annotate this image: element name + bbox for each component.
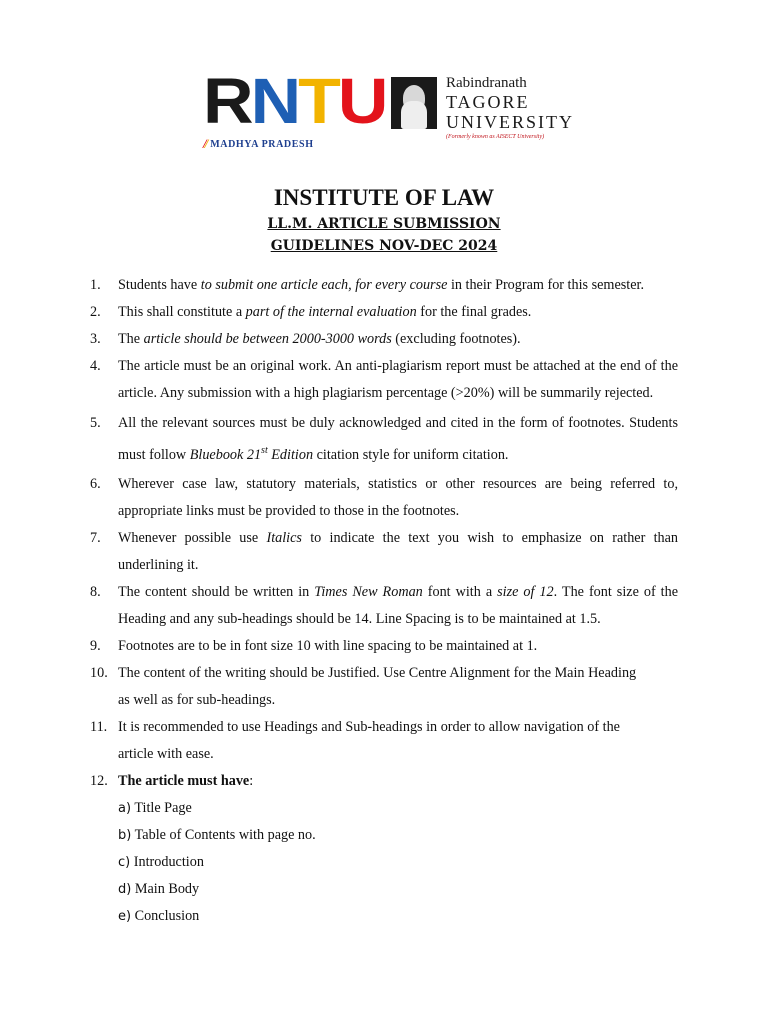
rntu-wordmark [203,64,386,137]
page-subtitle-line-2: GUIDELINES NOV-DEC 2024 [270,238,498,254]
guideline-item [90,768,678,795]
section-label: Title Page [134,800,192,816]
guideline-item [90,272,678,299]
guideline-text-run: The content of the writing should be Justified. Use Centre Alignment for the Main Heading as well as for sub-headings. [118,665,637,708]
guidelines-list [90,272,678,930]
guideline-item [90,714,678,768]
guideline-text [118,660,638,714]
guideline-item [90,471,678,525]
guideline-number: 5. [90,415,101,431]
guideline-text-run: Students have [118,277,201,293]
university-line-2: TAGORE [446,92,530,112]
logo-letter-t: T [298,64,338,137]
guideline-number: 12. [90,773,108,789]
guideline-text [118,525,678,579]
guideline-text [118,326,678,353]
portrait-beard [401,101,427,129]
guideline-text-run: to indicate the text you wish to emphasize on rather than underlining it. [118,530,678,573]
guideline-text [118,579,678,633]
guideline-number: 7. [90,530,101,546]
guideline-number: 8. [90,584,101,600]
logo-letter-r: R [203,64,251,137]
page-title: INSTITUTE OF LAW [273,185,495,210]
guideline-number: 9. [90,638,101,654]
guideline-text-run: Whenever possible use [118,530,267,546]
slashes-icon: // [203,136,207,151]
guideline-text-run: font with a [422,584,498,600]
guideline-number: 11. [90,719,108,735]
region-label [203,136,314,152]
guideline-text-run: The [118,331,144,347]
region-text: MADHYA PRADESH [210,138,314,150]
section-marker: e) [118,909,132,924]
section-marker: d) [118,882,132,897]
required-section-item [90,822,678,849]
required-section-item [90,795,678,822]
guideline-text-run: The article must have [118,773,250,789]
guideline-text-run: (excluding footnotes). [391,331,521,347]
university-line-3: UNIVERSITY [446,112,574,132]
guideline-text-run: Wherever case law, statutory materials, statistics or other resources are being referred to, appropriate links must be provided to those in the footnotes. [118,476,678,519]
section-label: Conclusion [134,908,200,924]
section-label: Table of Contents with page no. [134,827,316,843]
guideline-number: 6. [90,476,101,492]
guideline-text [118,353,678,407]
university-name-block [446,74,606,141]
guideline-text-run: Italics [266,530,302,546]
guideline-text-run: to submit one article each, for every course [200,277,448,293]
guideline-text-run: The article must be an original work. An anti-plagiarism report must be attached at the end of the article. Any submission with a high plagiarism percentage (>20%) will be summarily rejected. [118,358,678,401]
guideline-number: 4. [90,358,101,374]
section-label: Introduction [133,854,204,870]
guideline-item [90,660,678,714]
guideline-number: 1. [90,277,101,293]
guideline-text-run: Bluebook 21 [189,447,262,463]
guideline-text-run: Times New Roman [314,584,423,600]
section-marker: b) [118,828,132,843]
guideline-text-run: for the final grades. [416,304,532,320]
guideline-item [90,299,678,326]
section-marker: c) [118,855,131,870]
guideline-text [118,272,678,299]
required-section-item [90,903,678,930]
guideline-text-run: This shall constitute a [118,304,246,320]
guideline-text-run: Footnotes are to be in font size 10 with line spacing to be maintained at 1. [118,638,538,654]
university-tagline: (Formerly known as AISECT University) [446,134,545,140]
guideline-text [118,633,678,660]
guideline-number: 2. [90,304,101,320]
guideline-number: 3. [90,331,101,347]
guideline-item [90,579,678,633]
required-sections-list [90,795,678,930]
guideline-text-run: Edition [267,447,314,463]
guideline-text-run: size of 12 [497,584,554,600]
guideline-text-run: : [249,773,254,789]
guideline-text-run: citation style for uniform citation. [313,447,509,463]
guideline-item [90,525,678,579]
guideline-item [90,633,678,660]
guideline-text [118,714,638,768]
logo-letter-u: U [337,64,386,137]
guideline-text-run: part of the internal evaluation [245,304,417,320]
guideline-text [118,407,678,471]
required-section-item [90,849,678,876]
guideline-text [118,299,678,326]
guideline-text-run: article should be between 2000-3000 words [143,331,392,347]
logo-letter-n: N [250,64,299,137]
guideline-text-run: in their Program for this semester. [447,277,645,293]
guideline-text-run: All the relevant sources must be duly acknowledged and cited in the form of footnotes. Students must follow [118,415,678,463]
section-marker: a) [118,801,132,816]
guideline-item [90,407,678,471]
required-section-item [90,876,678,903]
guideline-text [118,471,678,525]
guideline-item [90,353,678,407]
section-label: Main Body [134,881,200,897]
guideline-text-run: The content should be written in [118,584,315,600]
guideline-number: 10. [90,665,108,681]
guideline-text-run: st [261,445,268,456]
university-line-1: Rabindranath [446,75,527,91]
university-logo [203,64,603,154]
page-subtitle-line-1: LL.M. ARTICLE SUBMISSION [267,216,501,232]
tagore-portrait-icon [391,77,437,129]
guideline-text-run: It is recommended to use Headings and Sub-headings in order to allow navigation of the article with ease. [118,719,620,762]
guideline-text [118,768,678,795]
guideline-item [90,326,678,353]
guideline-text-run: . The font size of the Heading and any sub-headings should be 14. Line Spacing is to be maintained at 1.5. [118,584,679,627]
